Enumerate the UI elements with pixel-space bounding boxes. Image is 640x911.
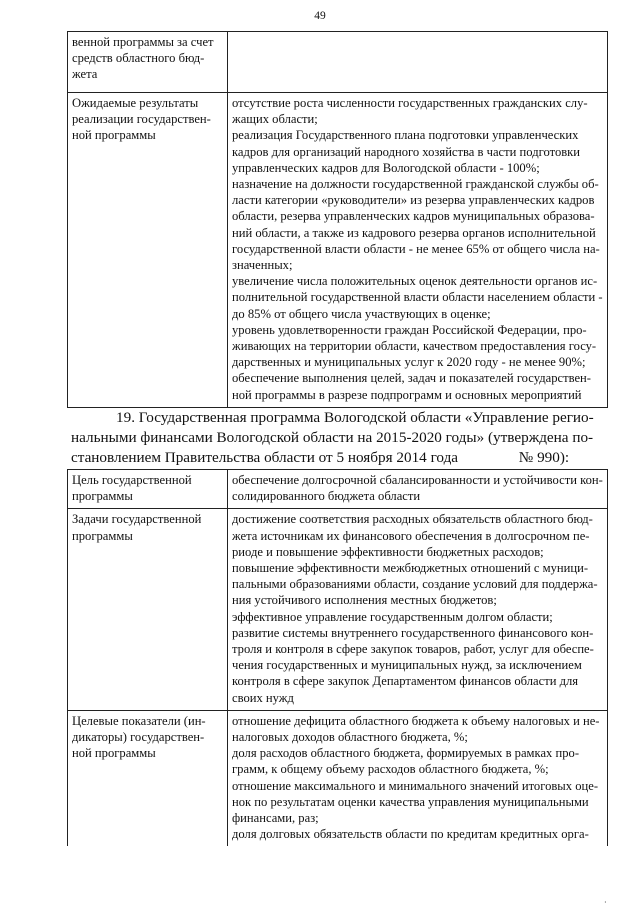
content-line: ния устойчивого исполнения местных бюджетов; (232, 593, 497, 608)
content-line: пальными образованиями области, создание условий для поддержа- (232, 577, 598, 592)
content-line: обеспечение выполнения целей, задач и показателей государствен- (232, 371, 591, 386)
label-line: программы (72, 489, 133, 504)
label-line: Задачи государственной (72, 512, 202, 527)
label-line: реализации государствен- (72, 112, 211, 127)
content-line: солидированного бюджета области (232, 489, 421, 504)
content-line: реализация Государственного плана подготовки управленческих (232, 128, 579, 143)
content-line: риоде и повышение эффективности бюджетных расходов; (232, 544, 544, 559)
content-line: кадров для организаций народного хозяйства в части подготовки (232, 144, 581, 159)
content-line: дарственных и муниципальных услуг к 2020 году - не менее 90%; (232, 355, 586, 370)
label-line: Целевые показатели (ин- (72, 713, 206, 728)
program-passport-table (67, 469, 608, 846)
label-line: ной программы (72, 128, 156, 143)
content-line: контроля в сфере закупок Департаментом финансов области для (232, 674, 579, 689)
row-label (68, 710, 228, 846)
row-label (68, 470, 228, 509)
content-line: живающих на территории области, качеством предоставления госу- (232, 339, 597, 354)
content-line: ний области, а также из кадрового резерва органов исполнительной (232, 225, 596, 240)
label-line: ной программы (72, 746, 156, 761)
row-content (228, 710, 608, 846)
row-content (228, 32, 608, 93)
label-line: программы (72, 528, 133, 543)
label-line: средств областного бюд- (72, 51, 205, 66)
table-row (68, 710, 608, 846)
content-line: обеспечение долгосрочной сбалансированности и устойчивости кон- (232, 473, 603, 487)
row-label (68, 509, 228, 710)
content-line: до 85% от общего числа участвующих в оценке; (232, 306, 491, 321)
content-line: ной программы в разрезе подпрограмм и основных мероприятий (232, 387, 582, 402)
label-line: жета (72, 67, 98, 82)
content-line: грамм, к общему объему расходов областного бюджета, %; (232, 762, 549, 777)
label-line: Цель государственной (72, 473, 192, 487)
content-line: жащих области; (232, 112, 318, 127)
content-line: финансами, раз; (232, 811, 319, 826)
table-row (68, 93, 608, 408)
row-content (228, 470, 608, 509)
scan-mark: · (604, 898, 607, 907)
label-line: Ожидаемые результаты (72, 96, 199, 110)
content-line: достижение соответствия расходных обязательств областного бюд- (232, 512, 593, 527)
content-line: троля и контроля в сфере закупок товаров, работ, услуг для обеспе- (232, 642, 594, 657)
content-line: доля долговых обязательств области по кредитам кредитных орга- (232, 827, 589, 842)
content-line: нок по результатам оценки качества управления муниципальными (232, 794, 589, 809)
label-line: дикаторы) государствен- (72, 730, 205, 745)
content-line: жета источникам их финансового обеспечения в долгосрочном пе- (232, 528, 590, 543)
content-line: чения государственных и муниципальных нужд, за исключением (232, 658, 582, 673)
content-line: отношение дефицита областного бюджета к объему налоговых и не- (232, 713, 600, 728)
section-heading (71, 408, 603, 468)
content-line: значенных; (232, 258, 293, 273)
heading-line: нальными финансами Вологодской области на 2015-2020 годы» (утверждена по- (71, 429, 594, 446)
content-line: доля расходов областного бюджета, формируемых в рамках про- (232, 746, 580, 761)
label-line: венной программы за счет (72, 35, 214, 49)
content-line: повышение эффективности межбюджетных отношений с муници- (232, 561, 589, 576)
page-number: 49 (314, 10, 326, 22)
content-line: уровень удовлетворенности граждан Российской Федерации, про- (232, 322, 587, 337)
program-table-continued (67, 31, 608, 408)
content-line: ласти категории «руководители» из резерва управленческих кадров (232, 193, 595, 208)
heading-line: становлением Правительства области от 5 ноября 2014 года № 990): (71, 449, 570, 466)
heading-line: 19. Государственная программа Вологодской области «Управление регио- (116, 409, 594, 426)
content-line: эффективное управление государственным долгом области; (232, 609, 553, 624)
content-line: отношение максимального и минимального значений итоговых оце- (232, 778, 599, 793)
table-row (68, 470, 608, 509)
row-content (228, 93, 608, 408)
content-line: назначение на должности государственной гражданской службы об- (232, 177, 599, 192)
table-row (68, 509, 608, 710)
content-line: полнительной государственной власти области населением области - (232, 290, 603, 305)
row-label (68, 32, 228, 93)
table-row (68, 32, 608, 93)
content-line: своих нужд (232, 690, 294, 705)
row-content (228, 509, 608, 710)
content-line: увеличение числа положительных оценок деятельности органов ис- (232, 274, 598, 289)
content-line: управленческих кадров для Вологодской области - 100%; (232, 160, 540, 175)
content-line: области, резерва управленческих кадров муниципальных образова- (232, 209, 595, 224)
row-label (68, 93, 228, 408)
content-line: развитие системы внутреннего государственного финансового кон- (232, 625, 594, 640)
content-line: налоговых доходов областного бюджета, %; (232, 730, 468, 745)
content-line: отсутствие роста численности государственных гражданских слу- (232, 96, 588, 110)
content-line: государственной власти области - не менее 65% от общего числа на- (232, 241, 600, 256)
